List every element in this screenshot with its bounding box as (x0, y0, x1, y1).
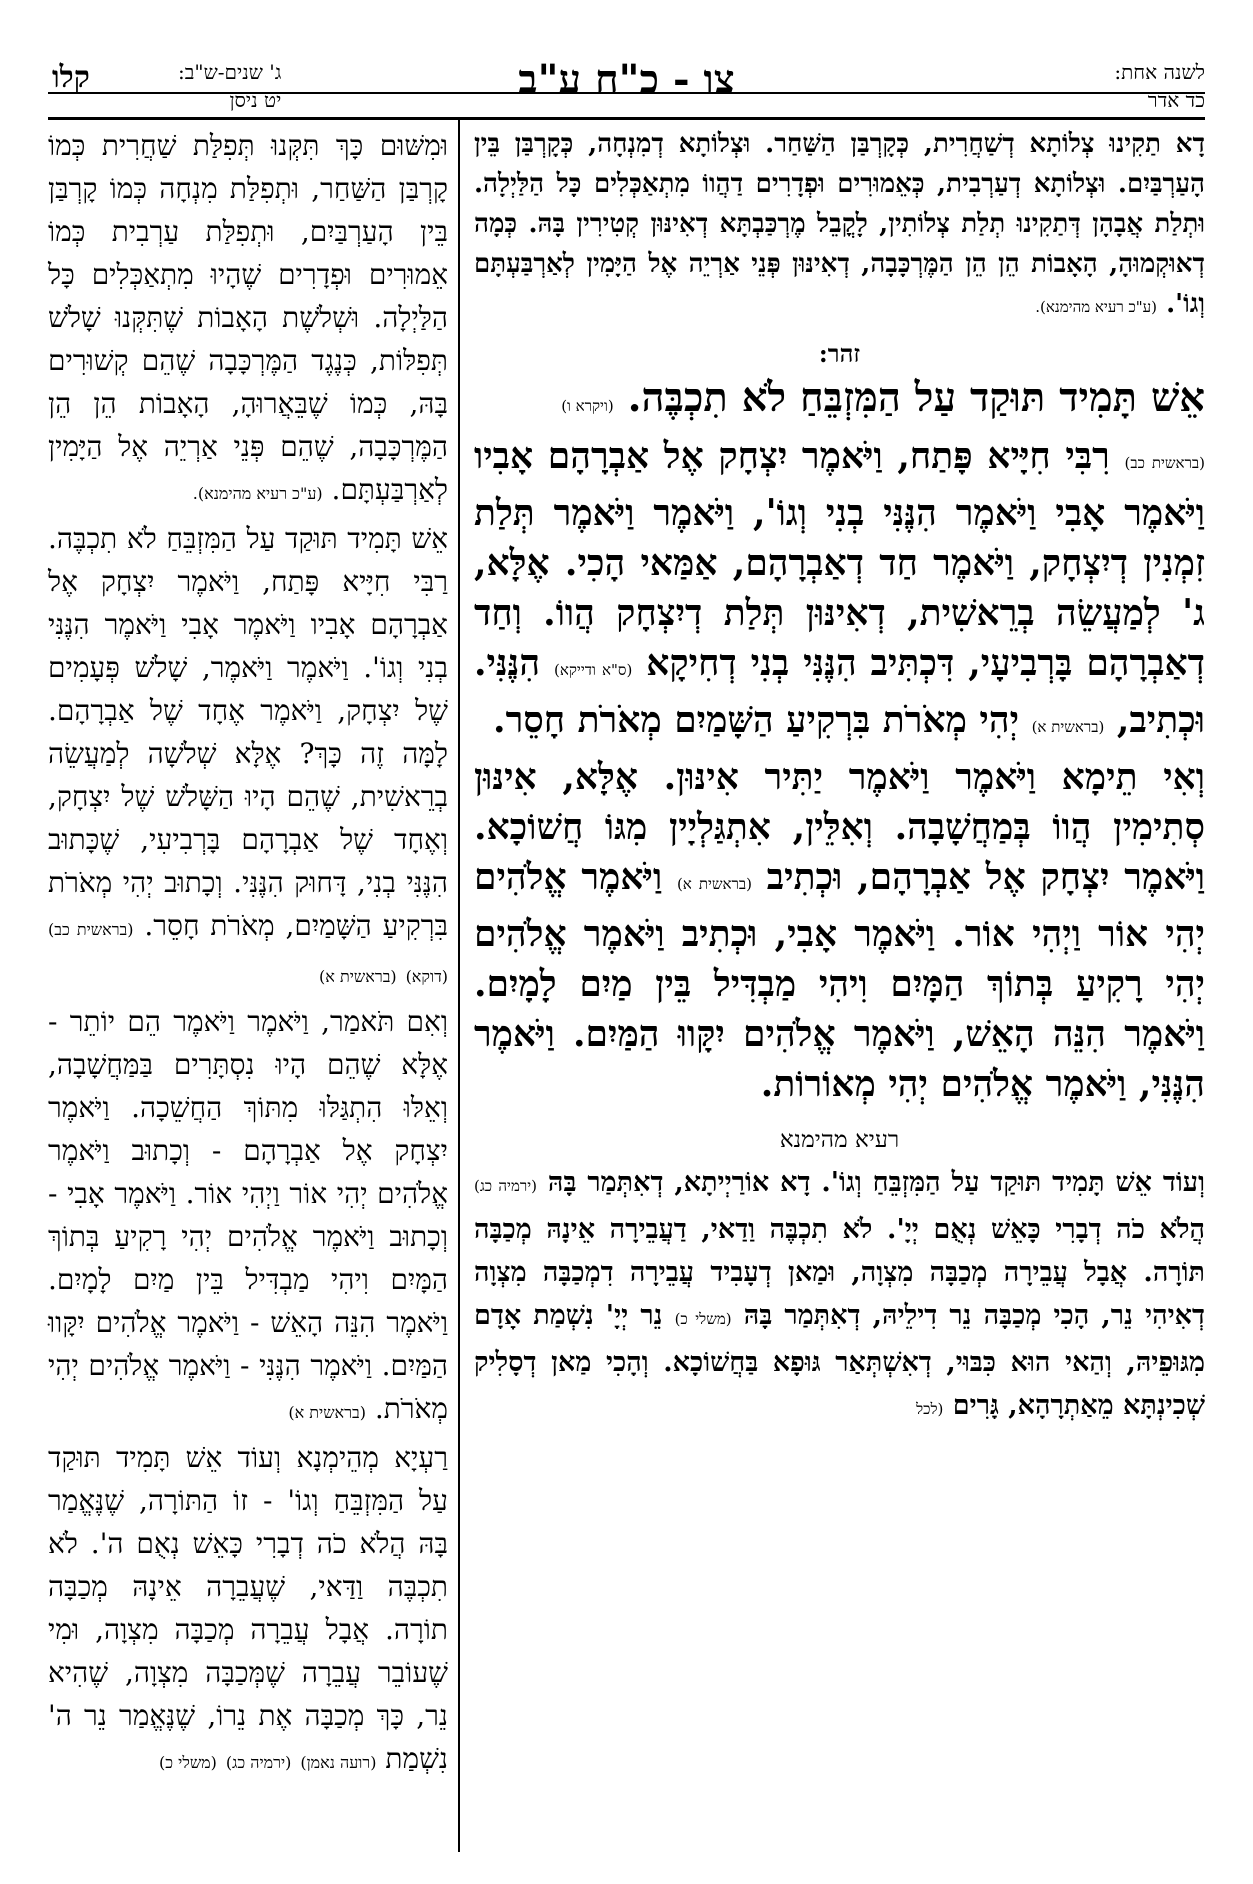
zohar-title: זהר: (818, 339, 861, 368)
translation-paragraph-4: רַעְיָא מְהֵימְנָא וְעוֹד אֵשׁ תָּמִיד תּוּקַד עַל הַמִּזְבֵּחַ וְגוֹ' - זוֹ הַתּוֹרָה, שֶׁנֶּאֱמַר בָּהּ הֲלֹא כֹה דְבָרִי כָּאֵשׁ נְאֻם ה'. לֹא תִכְבֶּה וַדַּאי, שֶׁעֲבֵרָה אֵינָהּ מְכַבָּה תוֹרָה. אֲבָל עֲבֵרָה מְכַבָּה מִצְוָה, וּמִי שֶׁעוֹבֵר עֲבֵרָה שֶׁמְּכַבָּה מִצְוָה, שֶׁהִיא נֵר, כָּךְ מְכַבָּה אֶת נֵרוֹ, שֶׁנֶּאֱמַר נֵר ה' נִשְׁמַת (רועה נאמן) (ירמיה כג) (משלי כ) (48, 1441, 448, 1775)
header-date-label: כד אדר (1147, 88, 1205, 112)
header-cycle-date: יט ניסן (229, 88, 282, 112)
raaya-paragraph: וְעוֹד אֵשׁ תָּמִיד תּוּקַד עַל הַמִּזְבֵּחַ וְגוֹ'. דָא אוֹרַיְיתָא, דְאִתְּמַר בָּהּ (ירמיה כג) הֲלֹא כֹה דְבָרִי כָּאֵשׁ נְאֻם יְיָ'. לֹא תִכְבֶּה וַדַאי, דַעֲבֵירָה אֵינָהּ מְכַבָּה תּוֹרָה. אֲבָל עֲבֵירָה מְכַבָּה מִצְוָה, וּמַאן דְעָבִיד עֲבֵירָה דִמְכַבָּה מִצְוָה דְאִיהִי נֵר, הָכִי מְכַבָּה נֵר דִילֵיהּ, דְאִתְּמַר בָּהּ (משלי כ) נֵר יְיָ' נִשְׁמַת אָדָם מִגּוּפֵיהּ, וְהַאי הוּא כִּבּוּי, דְאִשְׁתְּאַר גּוּפָא בַּחֲשׁוֹכָא. וְהָכִי מַאן דְסָלִיק שְׁכִינְתָּא מֵאַתְרָהָא, גָּרִים (לכל (474, 1167, 1205, 1421)
page-number: קלו (52, 60, 90, 95)
zohar-paragraph-2: וְאִי תֵימָא וַיֹּאמֶר וַיֹּאמֶר יַתִּיר אִינּוּן. אֶלָּא, אִינּוּן סְתִימִין הֲווֹ בְּמַחֲשָׁבָה. וְאִלֵּין, אִתְגַּלְיָין מִגּוֹ חֲשׁוֹכָא. וַיֹּאמֶר יִצְחָק אֶל אַבְרָהָם, וּכְתִיב (בראשית א) וַיֹּאמֶר אֱלֹהִים יְהִי אוֹר וַיְהִי אוֹר. וַיֹּאמֶר אָבִי, וּכְתִיב וַיֹּאמֶר אֱלֹהִים יְהִי רָקִיעַ בְּתוֹךְ הַמָּיִם וִיהִי מַבְדִּיל בֵּין מַיִם לָמָיִם. וַיֹּאמֶר הִנֵּה הָאֵשׁ, וַיֹּאמֶר אֱלֹהִים יִקָּווּ הַמַּיִם. וַיֹּאמֶר הִנֶּנִּי, וַיֹּאמֶר אֱלֹהִים יְהִי מְאוֹרוֹת. (474, 756, 1205, 1105)
translation-cite-proverbs: (משלי כ) (159, 1753, 217, 1772)
header-year-label: לשנה אחת: (1114, 60, 1205, 84)
translation-cite-genesis-22: (בראשית כב) (48, 920, 134, 939)
translation-paragraph-1: וּמִשּׁוּם כָּךְ תִּקְּנוּ תְּפִלַּת שַׁחֲרִית כְּמוֹ קָרְבַּן הַשַּׁחַר, וּתְפִלַּת מִנְחָה כְּמוֹ קָרְבַּן בֵּין הָעַרְבַּיִם, וּתְפִלַּת עַרְבִית כְּמוֹ אֵמוּרִים וּפְדָרִים שֶׁהָיוּ מִתְאַכְּלִים כָּל הַלַּיְלָה. וּשְׁלֹשֶׁת הָאָבוֹת שֶׁתִּקְּנוּ שָׁלֹשׁ תְּפִלּוֹת, כְּנֶגֶד הַמֶּרְכָּבָה שֶׁהֵם קְשׁוּרִים בָּהּ, כְּמוֹ שֶׁבֵּאֲרוּהָ, הָאָבוֹת הֵן הֵן הַמֶּרְכָּבָה, שֶׁהֵם פְּנֵי אַרְיֵה אֶל הַיָּמִין לְאַרְבַּעְתָּם. (ע"כ רעיא מהימנא). (48, 129, 448, 506)
translation-citation-1: (ע"כ רעיא מהימנא). (192, 484, 323, 503)
citation-genesis-1: (בראשית א) (1031, 718, 1105, 736)
page-header (48, 56, 1205, 116)
citation-genesis-1b: (בראשית א) (676, 875, 752, 893)
translation-cite-genesis-1b: (בראשית א) (288, 1403, 366, 1422)
raaya-title: רעיא מהימנא (779, 1127, 900, 1153)
page-title: צו - כ"ח ע"ב (518, 56, 735, 103)
left-column (48, 124, 448, 1786)
zohar-section (474, 373, 1205, 1109)
column-divider (458, 117, 460, 1852)
zohar-verse-heading: אֵשׁ תָּמִיד תּוּקַד עַל הַמִּזְבֵּחַ לֹא תִכְבֶּה. (ויקרא ו) (561, 374, 1205, 421)
citation-proverbs: (משלי כ) (674, 1310, 732, 1328)
translation-cite-variant: (דוקא) (405, 967, 448, 986)
citation-jeremiah: (ירמיה כג) (474, 1177, 538, 1195)
zohar-paragraph-1: (בראשית כב) רִבִּי חִיָּיא פָּתַח, וַיֹּאמֶר יִצְחָק אֶל אַבְרָהָם אָבִיו וַיֹּאמֶר אָבִי וַיֹּאמֶר הִנֶּנִּי בְנִי וְגוֹ', וַיֹּאמֶר וַיֹּאמֶר תְּלַת זִמְנִין דְיִצְחָק, וַיֹּאמֶר חַד דְאַבְרָהָם, אַמַּאי הָכִי. אֶלָּא, ג' לְמַעֲשֵׂה בְרֵאשִׁית, דְאִינּוּן תְּלַת דְיִצְחָק הֲווֹ. וְחַד דְאַבְרָהָם בָּרְבִיעָי, דִּכְתִּיב הִנֶּנִּי בְנִי דְחִיקָא (ס"א ודייקא) הִנֶּנִּי. וּכְתִיב, (בראשית א) יְהִי מְאֹרֹת בִּרְקִיעַ הַשָּׁמַיִם מְאֹרֹת חָסֵר. (474, 435, 1205, 741)
intro-paragraph: דָא תַקִינוּ צְלוֹתָא דְשַׁחֲרִית, כְּקָרְבַּן הַשַּׁחַר. וּצְלוֹתָא דְמִנְחָה, כְּקָרְבַּן בֵּין הָעַרְבַּיִם. וּצְלוֹתָא דְעַרְבִית, כְּאֵמוּרִים וּפְדָרִים דַהֲווֹ מִתְאַכְּלִים כָּל הַלַּיְלָה. וּתְלַת אֲבָהָן דְּתַקִינוּ תְלַת צְלוֹתִין, לָקֳבֵל מֶרְכַּבְתָּא דְאִינּוּן קְטִירִין בָּהּ. כְּמָה דְאוּקְמוּהָ, הָאָבוֹת הֵן הֵן הַמֶּרְכָּבָה, דְאִינּוּן פְּנֵי אַרְיֵה אֶל הַיָּמִין לְאַרְבַּעְתָּם וְגוֹ'. (ע"כ רעיא מהימנא). (474, 129, 1205, 319)
citation-genesis-22: (בראשית כב) (1124, 454, 1205, 472)
header-rule (48, 117, 1205, 120)
raaya-section (474, 1161, 1205, 1431)
translation-cite-jeremiah: (ירמיה כג) (225, 1753, 292, 1772)
header-cycle-label: ג' שנים-ש"ב: (178, 60, 282, 84)
translation-paragraph-2: אֵשׁ תָּמִיד תּוּקַד עַל הַמִּזְבֵּחַ לֹא תִכְבֶּה. רַבִּי חִיָּיא פָּתַח, וַיֹּאמֶר יִצְחָק אֶל אַבְרָהָם אָבִיו וַיֹּאמֶר אָבִי וַיֹּאמֶר הִנֶּנִּי בְנִי וְגוֹ'. וַיֹּאמֶר וַיֹּאמֶר, שָׁלֹשׁ פְּעָמִים שֶׁל יִצְחָק, וַיֹּאמֶר אֶחָד שֶׁל אַבְרָהָם. לָמָּה זֶה כָּךְ? אֶלָּא שְׁלֹשָׁה לְמַעֲשֵׂה בְרֵאשִׁית, שֶׁהֵם הָיוּ הַשָּׁלֹשׁ שֶׁל יִצְחָק, וְאֶחָד שֶׁל אַבְרָהָם בָּרְבִיעִי, שֶׁכָּתוּב הִנֶּנִּי בְנִי, דָּחוּק הִנֶּנִּי. וְכָתוּב יְהִי מְאֹרֹת בִּרְקִיעַ הַשָּׁמַיִם, מְאֹרֹת חָסֵר. (בראשית כב) (דוקא) (בראשית א) (48, 522, 448, 986)
translation-cite-raaya: (רועה נאמן) (300, 1753, 377, 1772)
citation-variant: (ס"א ודייקא) (554, 661, 633, 679)
intro-citation: (ע"כ רעיא מהימנא). (1035, 298, 1158, 316)
right-column (474, 124, 1205, 1431)
header-left-info (178, 58, 281, 114)
translation-cite-genesis-1: (בראשית א) (319, 967, 397, 986)
citation-continued: (לכל (916, 1400, 944, 1418)
header-rule-top (48, 92, 1205, 94)
translation-paragraph-3: וְאִם תֹּאמַר, וַיֹּאמֶר וַיֹּאמֶר הֵם יוֹתֵר - אֶלָּא שֶׁהֵם הָיוּ נִסְתָּרִים בַּמַּחֲשָׁבָה, וְאֵלּוּ הִתְגַּלּוּ מִתּוֹךְ הַחֲשֵׁכָה. וַיֹּאמֶר יִצְחָק אֶל אַבְרָהָם - וְכָתוּב וַיֹּאמֶר אֱלֹהִים יְהִי אוֹר וַיְהִי אוֹר. וַיֹּאמֶר אָבִי - וְכָתוּב וַיֹּאמֶר אֱלֹהִים יְהִי רָקִיעַ בְּתוֹךְ הַמָּיִם וִיהִי מַבְדִּיל בֵּין מַיִם לָמָיִם. וַיֹּאמֶר הִנֵּה הָאֵשׁ - וַיֹּאמֶר אֱלֹהִים יִקָּווּ הַמַּיִם. וַיֹּאמֶר הִנֶּנִּי - וַיֹּאמֶר אֱלֹהִים יְהִי מְאֹרֹת. (בראשית א) (48, 1005, 448, 1425)
verse-citation: (ויקרא ו) (561, 397, 614, 415)
